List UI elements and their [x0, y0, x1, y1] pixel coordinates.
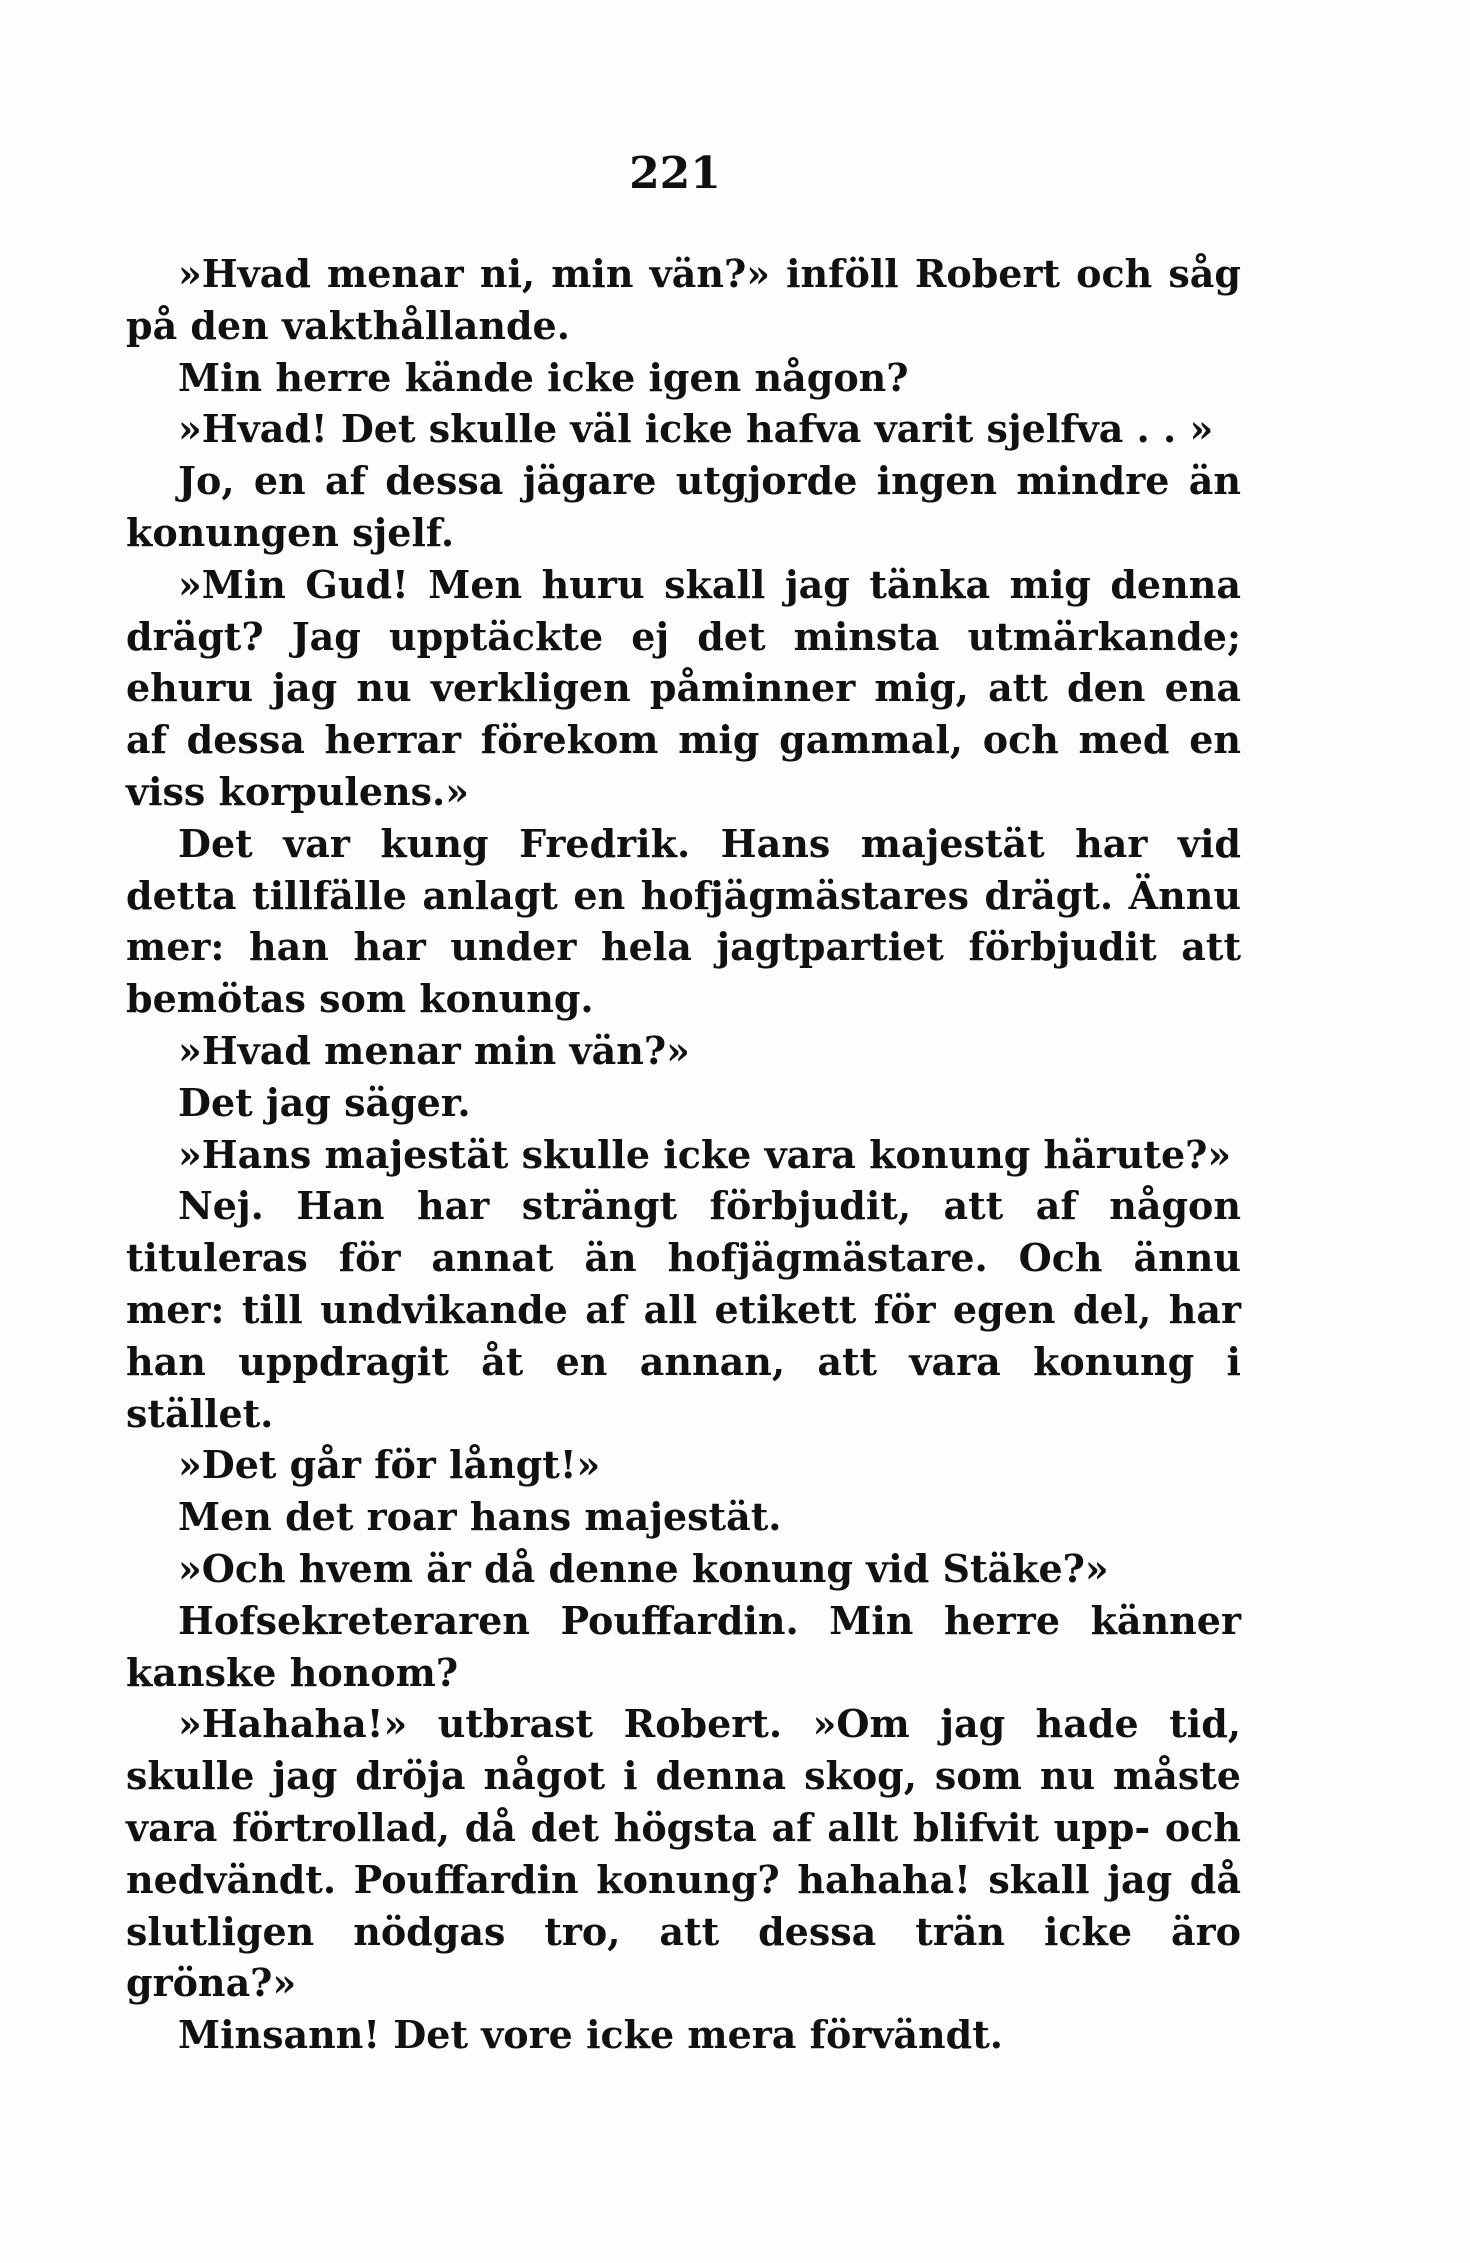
paragraph: Men det roar hans majestät.	[178, 1494, 782, 1540]
paragraph: »Hans majestät skulle icke vara konung härute?»	[178, 1131, 1232, 1177]
paragraph: »Hvad menar min vän?»	[178, 1027, 690, 1073]
paragraph: Det var kung Fredrik. Hans majestät har vid detta tillfälle anlagt en hofjägmästares drägt. Ännu mer: han har under hela jagtpartiet förbjudit att bemötas som konung.	[126, 820, 1241, 1022]
paragraph: Jo, en af dessa jägare utgjorde ingen mindre än konungen sjelf.	[126, 458, 1241, 555]
paragraph: »Hahaha!» utbrast Robert. »Om jag hade tid, skulle jag dröja något i denna skog, som nu måste vara förtrollad, då det högsta af allt blifvit upp- och nedvändt. Pouffardin konung? hahaha! skall jag då slutligen nödgas tro, att dessa trän icke äro gröna?»	[126, 1701, 1241, 2006]
paragraph: »Hvad menar ni, min vän?» inföll Robert och såg på den vakthållande.	[126, 251, 1241, 348]
paragraph: Nej. Han har strängt förbjudit, att af någon tituleras för annat än hofjägmästare. Och ännu mer: till undvikande af all etikett för egen del, har han uppdragit åt en annan, att vara konung i stället.	[126, 1183, 1241, 1436]
paragraph: »Och hvem är då denne konung vid Stäke?»	[178, 1545, 1109, 1591]
paragraph: Det jag säger.	[178, 1079, 471, 1125]
paragraph: »Hvad! Det skulle väl icke hafva varit sjelfva . . »	[178, 406, 1214, 452]
page-number: 221	[629, 148, 721, 199]
paragraph: »Min Gud! Men huru skall jag tänka mig denna drägt? Jag upptäckte ej det minsta utmärkande; ehuru jag nu verkligen påminner mig, att den ena af dessa herrar förekom mig gammal, och med en viss korpulens.»	[126, 561, 1241, 814]
paragraph: Min herre kände icke igen någon?	[178, 354, 909, 400]
paragraph: Minsann! Det vore icke mera förvändt.	[178, 2012, 1004, 2058]
paragraph: »Det går för långt!»	[178, 1442, 601, 1488]
body-text	[126, 248, 1241, 2061]
paragraph: Hofsekreteraren Pouffardin. Min herre känner kanske honom?	[126, 1597, 1241, 1695]
